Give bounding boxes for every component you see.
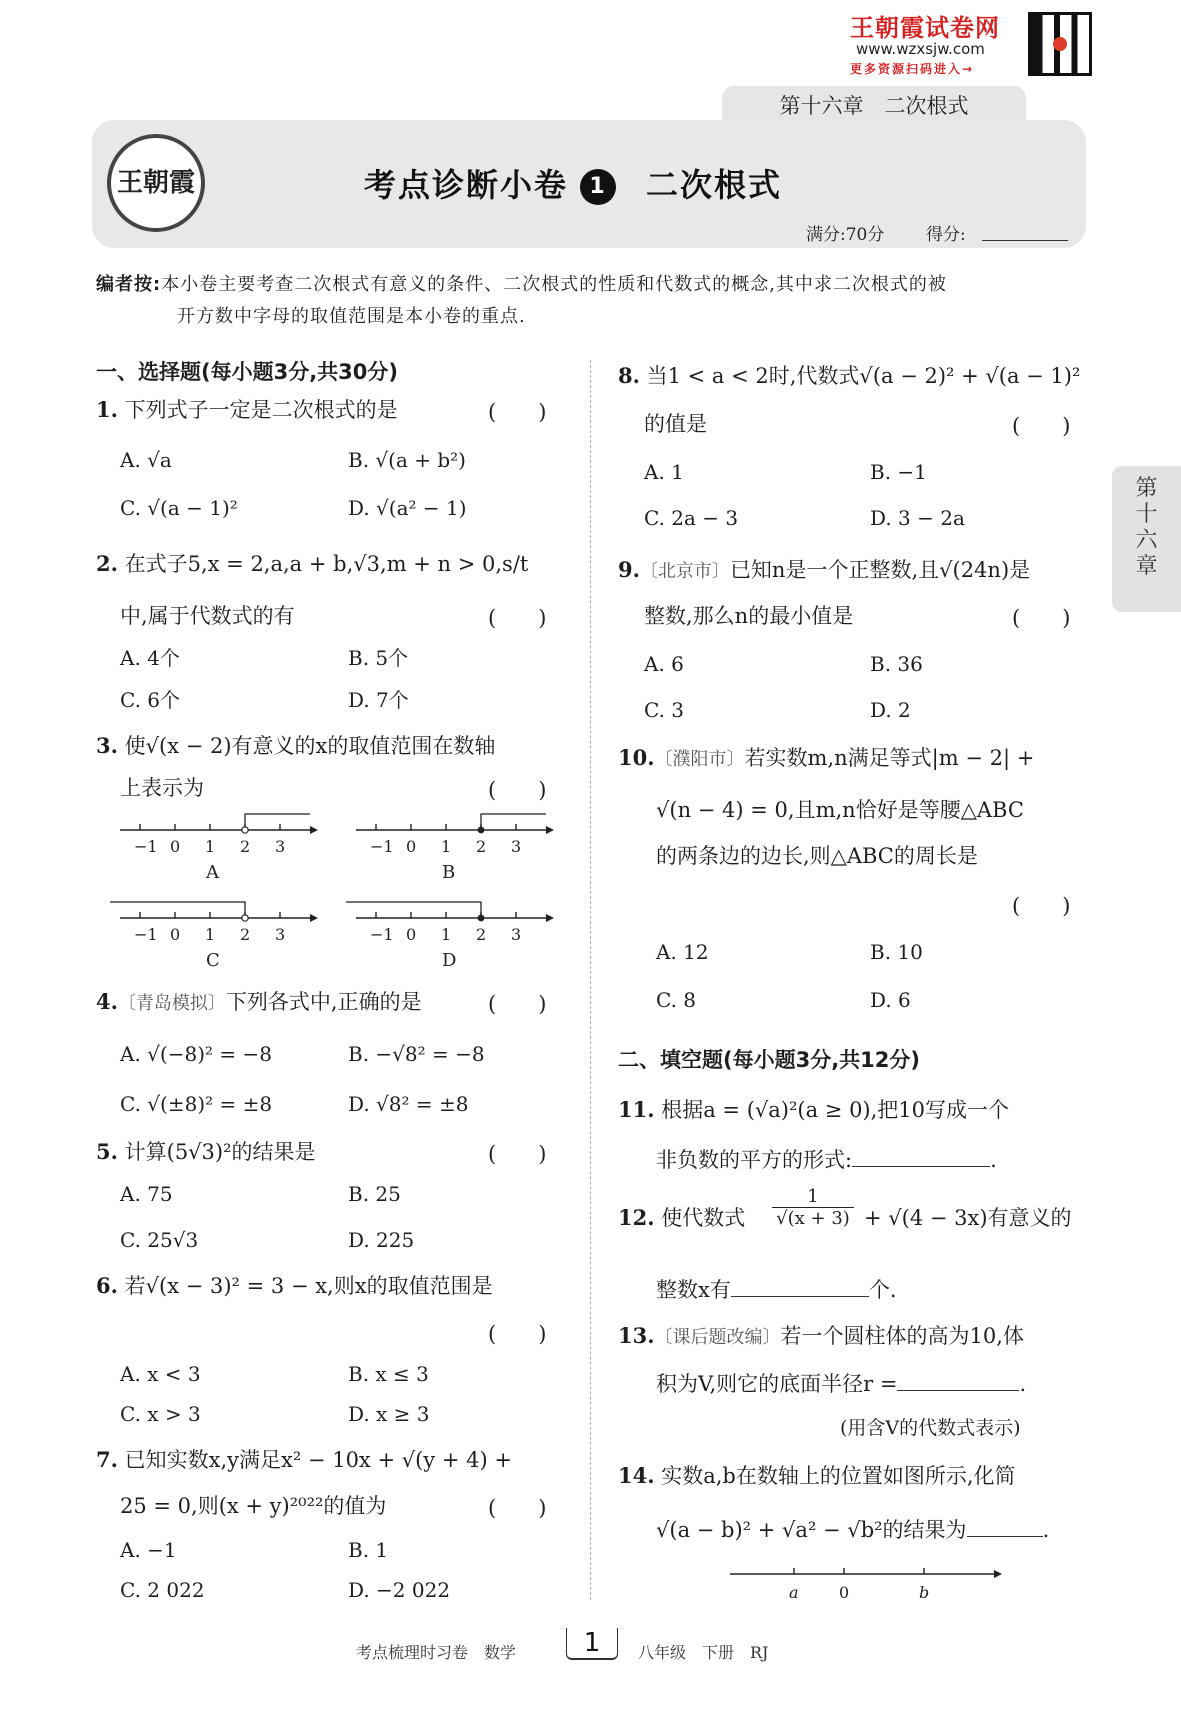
q7-stem-line2: 25 = 0,则(x + y)²⁰²²的值为 (120, 1494, 387, 1518)
q3-stem: 使√(x − 2)有意义的x的取值范围在数轴 (124, 734, 496, 758)
tick-label: 2 (240, 925, 251, 944)
q8-stem: 当1 < a < 2时,代数式√(a − 2)² + √(a − 1)² (646, 364, 1081, 388)
option-label-a: A (206, 862, 219, 883)
q12-answer-blank[interactable] (731, 1274, 869, 1297)
arrow-icon (310, 914, 318, 922)
editor-note-line2: 开方数中字母的取值范围是本小卷的重点. (177, 306, 526, 327)
q2-option-d: D. 7个 (348, 688, 409, 712)
section-fill-title: 二、填空题(每小题3分,共12分) (618, 1048, 921, 1072)
tick-label: 1 (205, 925, 216, 944)
number-line-a[interactable] (120, 814, 318, 883)
solution-ray (110, 902, 245, 918)
q11-stem-line2 (656, 1144, 997, 1174)
side-tab-char: 十 (1135, 502, 1158, 527)
editor-note-label: 编者按: (96, 274, 162, 295)
q7-option-c: C. 2 022 (120, 1578, 205, 1602)
q10-option-b: B. 10 (870, 940, 923, 964)
solution-ray (481, 814, 546, 830)
q12-stem-line2 (656, 1274, 897, 1304)
q2-option-a: A. 4个 (120, 646, 180, 670)
q9-option-c: C. 3 (644, 698, 685, 722)
q6-option-b: B. x ≤ 3 (348, 1362, 429, 1386)
q5-option-d: D. 225 (348, 1228, 415, 1252)
option-label-b: B (442, 862, 456, 883)
q11-number: 11. (618, 1097, 655, 1122)
point-label-a: a (789, 1583, 799, 1602)
q14-stem2: √(a − b)² + √a² − √b²的结果为 (656, 1518, 967, 1542)
q13-source-tag: 〔课后题改编〕 (654, 1327, 781, 1348)
q8-option-b: B. −1 (870, 460, 927, 484)
q1-option-c: C. √(a − 1)² (120, 496, 238, 520)
q5-option-b: B. 25 (348, 1182, 401, 1206)
tick-label: 3 (511, 925, 522, 944)
q10-source-tag: 〔濮阳市〕 (654, 749, 745, 770)
q12-end: 个. (868, 1278, 897, 1302)
q12-stem2: 整数x有 (656, 1278, 731, 1302)
number-line-d[interactable] (346, 902, 554, 971)
q4-source-tag: 〔青岛模拟〕 (117, 993, 226, 1014)
q14-stem: 实数a,b在数轴上的位置如图所示,化简 (661, 1464, 1016, 1488)
qr-code-icon[interactable] (1028, 12, 1092, 76)
arrow-icon (994, 1570, 1002, 1578)
tick-label: −1 (370, 925, 394, 944)
q3-number: 3. (96, 733, 118, 758)
side-tab-char: 第 (1135, 476, 1158, 501)
q10-stem-line3: 的两条边的边长,则△ABC的周长是 (656, 844, 978, 868)
q3-number-lines (110, 810, 570, 980)
question-4 (96, 988, 422, 1018)
q10-stem-line2: √(n − 4) = 0,且m,n恰好是等腰△ABC (656, 798, 1024, 822)
question-12 (618, 1204, 745, 1232)
tick-label: 0 (170, 837, 181, 856)
question-11 (618, 1096, 1009, 1124)
tick-label: 1 (441, 837, 452, 856)
arrow-icon (310, 826, 318, 834)
q7-answer-paren[interactable]: ( ) (488, 1496, 547, 1520)
q6-option-a: A. x < 3 (120, 1362, 201, 1386)
chapter-side-tab (1112, 466, 1181, 612)
q10-answer-paren[interactable]: ( ) (1012, 894, 1071, 918)
q13-stem: 若一个圆柱体的高为10,体 (780, 1324, 1024, 1348)
page-title (364, 160, 782, 206)
question-5 (96, 1138, 316, 1166)
q8-option-c: C. 2a − 3 (644, 506, 739, 530)
q3-answer-paren[interactable]: ( ) (488, 778, 547, 802)
title-number: 1 (580, 169, 616, 205)
q5-option-a: A. 75 (120, 1182, 173, 1206)
footer-right: 八年级 下册 RJ (638, 1643, 769, 1662)
editor-note-line1: 本小卷主要考查二次根式有意义的条件、二次根式的性质和代数式的概念,其中求二次根式的被 (161, 274, 947, 295)
q2-answer-paren[interactable]: ( ) (488, 606, 547, 630)
tick-label: −1 (134, 925, 158, 944)
question-14 (618, 1462, 1016, 1490)
q8-stem-line2: 的值是 (644, 412, 707, 436)
option-label-d: D (442, 950, 457, 971)
q2-stem: 在式子5,x = 2,a,a + b,√3,m + n > 0,s/t (124, 552, 529, 576)
tick-label: 0 (406, 925, 417, 944)
q12-stem-a: 使代数式 (661, 1206, 746, 1230)
q14-number-line (720, 1560, 1010, 1610)
q4-answer-paren[interactable]: ( ) (488, 992, 547, 1016)
question-3 (96, 732, 495, 760)
q9-answer-paren[interactable]: ( ) (1012, 606, 1071, 630)
question-8 (618, 362, 1080, 390)
q12-stem-b: + √(4 − 3x)有意义的 (864, 1206, 1072, 1230)
q10-option-d: D. 6 (870, 988, 911, 1012)
q9-number: 9. (618, 557, 640, 582)
brand-url[interactable]: www.wzxsjw.com (856, 40, 985, 58)
q13-end: . (1019, 1372, 1027, 1396)
q10-stem: 若实数m,n满足等式|m − 2| + (744, 746, 1035, 770)
q10-number: 10. (618, 745, 655, 770)
q1-option-b: B. √(a + b²) (348, 448, 466, 472)
q7-number: 7. (96, 1447, 118, 1472)
tick-label: 2 (240, 837, 251, 856)
brand-name: 王朝霞试卷网 (850, 13, 1000, 42)
q1-answer-paren[interactable]: ( ) (488, 400, 547, 424)
question-2 (96, 550, 528, 578)
q5-stem: 计算(5√3)²的结果是 (124, 1140, 316, 1164)
q8-answer-paren[interactable]: ( ) (1012, 414, 1071, 438)
option-label-c: C (206, 950, 220, 971)
q9-stem: 已知n是一个正整数,且√(24n)是 (729, 558, 1031, 582)
q4-stem: 下列各式中,正确的是 (225, 990, 422, 1014)
q5-number: 5. (96, 1139, 118, 1164)
q5-answer-paren[interactable]: ( ) (488, 1142, 547, 1166)
q4-option-c: C. √(±8)² = ±8 (120, 1092, 273, 1116)
q8-option-d: D. 3 − 2a (870, 506, 965, 530)
q14-stem-line2 (656, 1514, 1049, 1544)
q13-stem-line2 (656, 1368, 1026, 1398)
closed-point (478, 915, 485, 922)
q2-number: 2. (96, 551, 118, 576)
q11-stem2: 非负数的平方的形式: (656, 1148, 853, 1172)
closed-point (478, 827, 485, 834)
score-label: 得分: (926, 225, 966, 245)
tick-label: −1 (370, 837, 394, 856)
q2-option-b: B. 5个 (348, 646, 409, 670)
q11-stem: 根据a = (√a)²(a ≥ 0),把10写成一个 (661, 1098, 1010, 1122)
title-left: 考点诊断小卷 (364, 166, 569, 204)
q6-option-c: C. x > 3 (120, 1402, 201, 1426)
tick-label: 1 (441, 925, 452, 944)
q12-fraction (772, 1186, 854, 1229)
q9-source-tag: 〔北京市〕 (639, 561, 730, 582)
question-7 (96, 1446, 512, 1474)
q4-option-d: D. √8² = ±8 (348, 1092, 469, 1116)
tick-label: 2 (476, 837, 487, 856)
q7-option-d: D. −2 022 (348, 1578, 451, 1602)
tick-label: 0 (170, 925, 181, 944)
number-line-b[interactable] (356, 814, 554, 883)
q7-option-a: A. −1 (120, 1538, 177, 1562)
arrow-icon (546, 914, 554, 922)
column-divider (590, 360, 591, 1600)
tick-label: 1 (205, 837, 216, 856)
q2-stem-line2: 中,属于代数式的有 (120, 604, 295, 628)
q9-option-d: D. 2 (870, 698, 911, 722)
chapter-tab: 第十六章 二次根式 (722, 86, 1026, 126)
q14-answer-blank[interactable] (967, 1514, 1043, 1537)
question-13 (618, 1322, 1024, 1352)
tick-label: 3 (275, 837, 286, 856)
q12-number: 12. (618, 1205, 655, 1230)
q13-stem2: 积为V,则它的底面半径r = (656, 1372, 898, 1396)
page-number: 1 (583, 1628, 601, 1658)
q10-option-c: C. 8 (656, 988, 697, 1012)
q11-end: . (990, 1148, 997, 1172)
full-score: 满分:70分 (806, 225, 885, 245)
open-point (242, 827, 248, 833)
brand-seal-icon (107, 134, 205, 232)
number-line-c[interactable] (110, 902, 318, 971)
q5-option-c: C. 25√3 (120, 1228, 199, 1252)
q3-stem-line2: 上表示为 (120, 776, 204, 800)
q10-option-a: A. 12 (656, 940, 709, 964)
q8-option-a: A. 1 (644, 460, 684, 484)
q1-option-a: A. √a (120, 448, 172, 472)
q2-option-c: C. 6个 (120, 688, 181, 712)
question-9 (618, 556, 1030, 586)
q1-option-d: D. √(a² − 1) (348, 496, 467, 520)
tick-label: 3 (511, 837, 522, 856)
question-10 (618, 744, 1034, 774)
open-point (242, 915, 248, 921)
q9-option-a: A. 6 (644, 652, 684, 676)
q7-stem: 已知实数x,y满足x² − 10x + √(y + 4) + (124, 1448, 512, 1472)
tick-label: 3 (275, 925, 286, 944)
solution-ray (346, 902, 481, 918)
tick-label: 2 (476, 925, 487, 944)
q8-number: 8. (618, 363, 640, 388)
question-1 (96, 396, 398, 424)
section-choice-title: 一、选择题(每小题3分,共30分) (96, 360, 399, 384)
q6-stem: 若√(x − 3)² = 3 − x,则x的取值范围是 (124, 1274, 493, 1298)
brand-note: 更多资源扫码进入→ (850, 62, 975, 76)
q7-option-b: B. 1 (348, 1538, 389, 1562)
q12-fraction-denominator: √(x + 3) (776, 1208, 850, 1229)
q14-number: 14. (618, 1463, 655, 1488)
q13-answer-blank[interactable] (897, 1368, 1019, 1391)
q9-option-b: B. 36 (870, 652, 923, 676)
editor-note (96, 270, 1086, 300)
page-number-box (566, 1628, 618, 1660)
q9-stem-line2: 整数,那么n的最小值是 (644, 604, 854, 628)
q4-number: 4. (96, 989, 118, 1014)
q13-hint: (用含V的代数式表示) (840, 1417, 1021, 1439)
q14-end: . (1042, 1518, 1050, 1542)
q4-option-b: B. −√8² = −8 (348, 1042, 485, 1066)
q6-option-d: D. x ≥ 3 (348, 1402, 430, 1426)
question-6 (96, 1272, 493, 1300)
q11-answer-blank[interactable] (852, 1144, 990, 1167)
point-label-b: b (919, 1583, 930, 1602)
q6-number: 6. (96, 1273, 118, 1298)
seal-text: 王朝霞 (116, 168, 195, 198)
solution-ray (245, 814, 310, 830)
q4-option-a: A. √(−8)² = −8 (120, 1042, 272, 1066)
side-tab-char: 章 (1135, 554, 1158, 579)
q1-stem: 下列式子一定是二次根式的是 (124, 398, 398, 422)
score-blank[interactable] (982, 240, 1068, 241)
title-right: 二次根式 (646, 166, 783, 204)
q6-answer-paren[interactable]: ( ) (488, 1322, 547, 1346)
tick-label: 0 (406, 837, 417, 856)
arrow-icon (546, 826, 554, 834)
footer-left: 考点梳理时习卷 数学 (356, 1643, 517, 1662)
side-tab-char: 六 (1135, 528, 1158, 553)
tick-label: −1 (134, 837, 158, 856)
q13-number: 13. (618, 1323, 655, 1348)
point-label-zero: 0 (839, 1583, 850, 1602)
q12-fraction-numerator: 1 (772, 1186, 854, 1208)
q1-number: 1. (96, 397, 118, 422)
